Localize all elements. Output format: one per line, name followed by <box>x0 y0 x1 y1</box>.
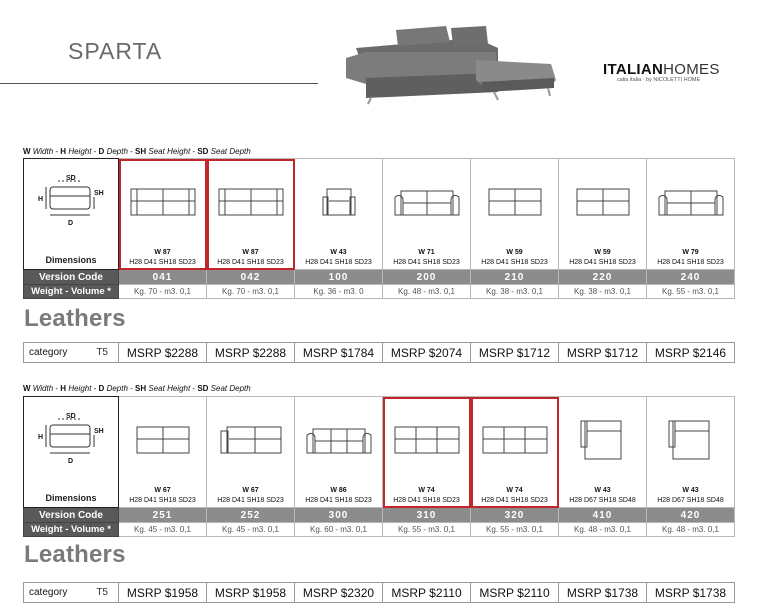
weight-volume-value: Kg. 45 - m3. 0,1 <box>207 523 295 537</box>
dimensions-diagram <box>36 169 106 229</box>
dimensions-value: H28 D41 SH18 SD23 <box>569 259 636 266</box>
dimensions-diagram <box>36 407 106 467</box>
weight-volume-value: Kg. 70 - m3. 0,1 <box>119 285 207 299</box>
msrp-price: MSRP $1958 <box>119 583 207 603</box>
weight-volume-value: Kg. 48 - m3. 0,1 <box>647 523 735 537</box>
dimensions-value: H28 D41 SH18 SD23 <box>393 497 460 504</box>
version-image-cell <box>647 159 735 270</box>
version-drawing <box>479 417 551 468</box>
msrp-price: MSRP $1958 <box>207 583 295 603</box>
version-code: 042 <box>207 270 295 285</box>
chaise-icon <box>567 417 639 463</box>
weight-volume-value: Kg. 55 - m3. 0,1 <box>383 523 471 537</box>
version-image-cell <box>207 397 295 508</box>
chaise-icon <box>655 417 727 463</box>
version-code-label: Version Code <box>24 508 119 523</box>
version-code: 300 <box>295 508 383 523</box>
version-image-cell <box>471 159 559 270</box>
version-drawing <box>655 417 727 468</box>
armless-2seat-icon <box>567 179 639 225</box>
msrp-price: MSRP $2146 <box>647 343 735 363</box>
version-image-cell <box>647 397 735 508</box>
version-image-cell <box>471 397 559 508</box>
width-value: W 74 <box>506 487 523 494</box>
weight-volume-label: Weight - Volume * <box>24 285 119 299</box>
version-drawing <box>479 179 551 230</box>
width-value: W 87 <box>242 249 259 256</box>
svg-text:H: H <box>38 196 44 203</box>
version-image-cell <box>559 397 647 508</box>
brand-logo: ITALIANHOMES calia italia · by NICOLETTI HOME <box>603 61 720 83</box>
msrp-price: MSRP $2288 <box>119 343 207 363</box>
dimensions-diagram-wrap <box>36 169 106 234</box>
loveseat-icon <box>391 179 463 225</box>
version-code: 320 <box>471 508 559 523</box>
msrp-price: MSRP $1712 <box>471 343 559 363</box>
version-image-cell <box>383 397 471 508</box>
msrp-price: MSRP $2074 <box>383 343 471 363</box>
version-code: 240 <box>647 270 735 285</box>
version-image-cell <box>559 159 647 270</box>
weight-volume-label: Weight - Volume * <box>24 523 119 537</box>
dimensions-value: H28 D41 SH18 SD23 <box>129 259 196 266</box>
versions-table-2 <box>23 396 735 537</box>
version-drawing <box>215 179 287 230</box>
dimensions-value: H28 D41 SH18 SD23 <box>481 259 548 266</box>
armless-2seat-icon <box>479 179 551 225</box>
dimensions-cell <box>24 159 119 270</box>
weight-volume-value: Kg. 38 - m3. 0,1 <box>559 285 647 299</box>
version-code: 251 <box>119 508 207 523</box>
width-value: W 43 <box>330 249 347 256</box>
version-drawing <box>215 417 287 468</box>
dimension-legend: W Width - H Height - D Depth - SH Seat Height - SD Seat Depth <box>23 384 251 393</box>
version-code: 420 <box>647 508 735 523</box>
svg-text:H: H <box>38 434 44 441</box>
msrp-price: MSRP $2110 <box>471 583 559 603</box>
dimensions-value: H28 D67 SH18 SD48 <box>657 497 724 504</box>
dimensions-value: H28 D41 SH18 SD23 <box>393 259 460 266</box>
dimensions-value: H28 D41 SH18 SD23 <box>129 497 196 504</box>
armless-2seat-icon <box>127 417 199 463</box>
sofa-product-photo <box>326 18 558 106</box>
svg-text:SD: SD <box>66 175 76 182</box>
dimensions-value: H28 D67 SH18 SD48 <box>569 497 636 504</box>
version-code: 210 <box>471 270 559 285</box>
dimension-legend: W Width - H Height - D Depth - SH Seat Height - SD Seat Depth <box>23 147 251 156</box>
width-value: W 74 <box>418 487 435 494</box>
title-divider <box>0 83 318 84</box>
sofa-2seat-icon <box>655 179 727 225</box>
version-code: 252 <box>207 508 295 523</box>
width-value: W 86 <box>330 487 347 494</box>
dimensions-value: H28 D41 SH18 SD23 <box>217 259 284 266</box>
msrp-price: MSRP $2110 <box>383 583 471 603</box>
version-image-cell <box>207 159 295 270</box>
version-code: 410 <box>559 508 647 523</box>
svg-text:D: D <box>68 458 74 465</box>
category-cell: category T5 <box>24 583 119 603</box>
weight-volume-value: Kg. 60 - m3. 0,1 <box>295 523 383 537</box>
version-drawing <box>391 417 463 468</box>
category-cell: category T5 <box>24 343 119 363</box>
price-table-2 <box>23 582 735 603</box>
svg-text:SH: SH <box>94 428 104 435</box>
version-drawing <box>127 179 199 230</box>
version-code: 041 <box>119 270 207 285</box>
sofa-2seat-wide-icon <box>215 179 287 225</box>
width-value: W 79 <box>682 249 699 256</box>
armless-3seat-icon <box>391 417 463 463</box>
dimensions-value: H28 D41 SH18 SD23 <box>657 259 724 266</box>
version-image-cell <box>295 397 383 508</box>
svg-text:SD: SD <box>66 413 76 420</box>
weight-volume-value: Kg. 55 - m3. 0,1 <box>471 523 559 537</box>
msrp-price: MSRP $1738 <box>559 583 647 603</box>
version-code-label: Version Code <box>24 270 119 285</box>
version-drawing <box>303 417 375 468</box>
width-value: W 87 <box>154 249 171 256</box>
weight-volume-value: Kg. 48 - m3. 0,1 <box>559 523 647 537</box>
weight-volume-value: Kg. 48 - m3. 0,1 <box>383 285 471 299</box>
version-code: 220 <box>559 270 647 285</box>
version-image-cell <box>295 159 383 270</box>
weight-volume-value: Kg. 70 - m3. 0,1 <box>207 285 295 299</box>
width-value: W 43 <box>594 487 611 494</box>
version-drawing <box>127 417 199 468</box>
msrp-price: MSRP $2320 <box>295 583 383 603</box>
dimensions-label: Dimensions <box>45 255 97 265</box>
armchair-icon <box>303 179 375 225</box>
version-drawing <box>567 179 639 230</box>
version-code: 200 <box>383 270 471 285</box>
dimensions-value: H28 D41 SH18 SD23 <box>217 497 284 504</box>
leathers-heading-1: Leathers <box>24 305 126 332</box>
sofa-2seat-wide-icon <box>127 179 199 225</box>
msrp-price: MSRP $2288 <box>207 343 295 363</box>
weight-volume-value: Kg. 45 - m3. 0,1 <box>119 523 207 537</box>
version-image-cell <box>119 159 207 270</box>
width-value: W 67 <box>242 487 259 494</box>
version-drawing <box>303 179 375 230</box>
price-table-1 <box>23 342 735 363</box>
leathers-heading-2: Leathers <box>24 541 126 568</box>
versions-table-1 <box>23 158 735 299</box>
width-value: W 59 <box>506 249 523 256</box>
width-value: W 59 <box>594 249 611 256</box>
one-arm-sofa-icon <box>215 417 287 463</box>
svg-text:D: D <box>68 220 74 227</box>
width-value: W 43 <box>682 487 699 494</box>
weight-volume-value: Kg. 38 - m3. 0,1 <box>471 285 559 299</box>
dimensions-diagram-wrap <box>36 407 106 472</box>
dimensions-value: H28 D41 SH18 SD23 <box>481 497 548 504</box>
version-code: 100 <box>295 270 383 285</box>
width-value: W 71 <box>418 249 435 256</box>
page-title: SPARTA <box>68 38 163 64</box>
version-image-cell <box>119 397 207 508</box>
version-drawing <box>567 417 639 468</box>
armless-3seat-icon <box>479 417 551 463</box>
dimensions-label: Dimensions <box>45 493 97 503</box>
weight-volume-value: Kg. 36 - m3. 0 <box>295 285 383 299</box>
version-code: 310 <box>383 508 471 523</box>
version-drawing <box>391 179 463 230</box>
version-image-cell <box>383 159 471 270</box>
dimensions-value: H28 D41 SH18 SD23 <box>305 259 372 266</box>
msrp-price: MSRP $1784 <box>295 343 383 363</box>
weight-volume-value: Kg. 55 - m3. 0,1 <box>647 285 735 299</box>
version-drawing <box>655 179 727 230</box>
width-value: W 67 <box>154 487 171 494</box>
msrp-price: MSRP $1712 <box>559 343 647 363</box>
dimensions-value: H28 D41 SH18 SD23 <box>305 497 372 504</box>
dimensions-cell <box>24 397 119 508</box>
svg-text:SH: SH <box>94 190 104 197</box>
msrp-price: MSRP $1738 <box>647 583 735 603</box>
sofa-3seat-icon <box>303 417 375 463</box>
